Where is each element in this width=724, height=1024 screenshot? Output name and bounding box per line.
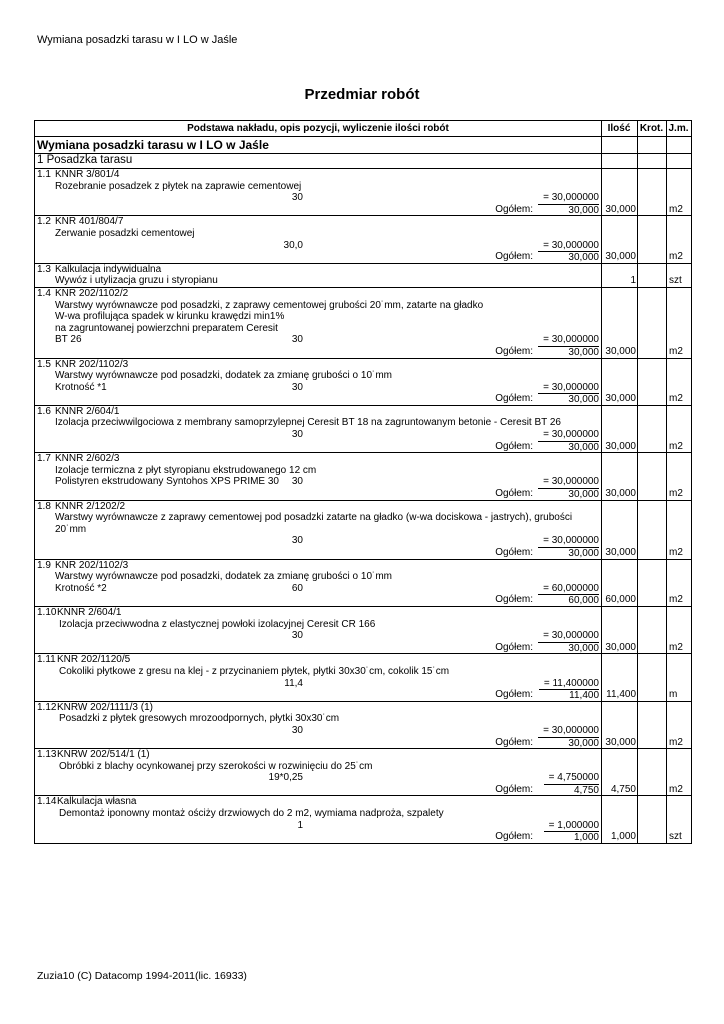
item-calc-line (35, 429, 691, 441)
item-total: 60,000 (538, 594, 599, 607)
item-calc-result: = 4,750000 (548, 772, 599, 784)
column-header-unit: J.m. (668, 123, 689, 134)
item-code: KNNR 2/604/1 (57, 606, 122, 618)
item-description-line (35, 370, 691, 382)
total-label: Ogółem: (495, 203, 533, 215)
total-label: Ogółem: (495, 641, 533, 653)
item-description: Zerwanie posadzki cementowej (55, 227, 195, 239)
item-description: Izolacja przeciwwodna z elastycznej powłoki izolacyjnej Ceresit CR 166 (59, 618, 376, 630)
item-description: Izolacja przeciwwilgociowa z membrany samoprzylepnej Ceresit BT 18 na zagruntowanym betonie - Ceresit BT 26 (55, 417, 561, 429)
item-unit: m2 (669, 547, 683, 558)
item-header-line (35, 749, 691, 761)
item-expression: 11,4 (284, 677, 303, 689)
item-code: Kalkulacja indywidualna (55, 263, 162, 275)
item-quantity: 30,000 (605, 641, 636, 653)
item-description: 20˙mm (55, 523, 87, 535)
item-number: 1.9 (37, 559, 51, 571)
item-calc-result: = 30,000000 (543, 334, 599, 346)
item-expression: 30 (291, 429, 303, 441)
item-code: KNNR 2/1202/2 (55, 500, 126, 512)
item-code: KNRW 202/514/1 (1) (57, 749, 150, 761)
table-row (35, 264, 691, 288)
item-code: Kalkulacja własna (57, 796, 137, 808)
project-title: Wymiana posadzki tarasu w I LO w Jaśle (37, 138, 269, 152)
item-quantity: 60,000 (605, 594, 636, 606)
item-description: Warstwy wyrównawcze z zaprawy cementowej pod posadzki zatarte na gładko (w-wa dociskowa - jastrych), grubości (55, 512, 573, 524)
item-calc-result: = 30,000000 (543, 239, 599, 251)
item-code: KNNR 3/801/4 (55, 169, 120, 180)
item-number: 1.7 (37, 453, 51, 465)
item-header-line (35, 501, 691, 513)
item-header-line (35, 453, 691, 465)
item-code: KNNR 2/604/1 (55, 405, 120, 417)
total-label: Ogółem: (495, 345, 533, 357)
document-title: Przedmiar robót (304, 86, 420, 103)
item-total-line (35, 547, 691, 559)
table-row (35, 749, 691, 796)
item-code: KNR 202/1102/3 (55, 358, 129, 370)
item-header-line (35, 169, 691, 181)
item-total-line (35, 831, 691, 843)
table-row (35, 560, 691, 607)
item-header-line (35, 288, 691, 300)
item-total-line (35, 441, 691, 453)
item-number: 1.14 (37, 796, 57, 808)
item-calc-result: = 60,000000 (543, 582, 599, 594)
item-description: Warstwy wyrównawcze pod posadzki, z zaprawy cementowej grubości 20˙mm, zatarte na gładko (55, 299, 484, 311)
table-row (35, 359, 691, 406)
item-expression: 19*0,25 (268, 772, 303, 784)
total-label: Ogółem: (495, 831, 533, 843)
item-description: Warstwy wyrównawcze pod posadzki, dodatek za zmianę grubości o 10˙mm (55, 571, 392, 583)
item-description-line (35, 311, 691, 323)
item-description: Izolacje termiczna z płyt styropianu ekstrudowanego 12 cm (55, 464, 317, 476)
item-calc-prefix: Krotność *1 (55, 381, 107, 393)
table-row (35, 453, 691, 500)
item-total: 30,000 (538, 393, 599, 406)
item-header-line (35, 216, 691, 228)
item-expression: 30,0 (283, 239, 303, 251)
item-description-line (35, 323, 691, 335)
item-quantity: 11,400 (606, 689, 636, 701)
item-description-line (35, 619, 691, 631)
item-total-line (35, 204, 691, 216)
item-header-line (35, 702, 691, 714)
item-unit: m2 (669, 251, 683, 263)
total-label: Ogółem: (495, 736, 533, 748)
item-quantity: 30,000 (605, 488, 636, 500)
table-row (35, 796, 691, 842)
item-quantity: 30,000 (605, 345, 636, 357)
item-calc-result: = 30,000000 (543, 429, 599, 441)
table-row (35, 501, 691, 560)
item-quantity: 30,000 (605, 547, 636, 558)
item-total: 4,750 (544, 784, 599, 797)
item-header-line (35, 654, 691, 666)
item-calc-prefix: Polistyren ekstrudowany Syntohos XPS PRIME 30 (55, 476, 279, 488)
item-expression: 60 (291, 582, 303, 594)
item-total: 30,000 (538, 441, 599, 454)
item-number: 1.3 (37, 263, 51, 275)
total-label: Ogółem: (495, 393, 533, 405)
item-description-line (35, 761, 691, 773)
item-unit: m2 (669, 440, 683, 452)
item-number: 1.6 (37, 405, 51, 417)
item-calc-result: = 30,000000 (543, 630, 599, 642)
item-description: Posadzki z płytek gresowych mrozoodpornych, płytki 30x30˙cm (59, 713, 340, 725)
item-quantity: 1 (630, 275, 636, 287)
item-unit: m2 (669, 783, 683, 795)
item-unit: m2 (669, 203, 683, 215)
item-quantity: 30,000 (605, 736, 636, 748)
item-header-line (35, 607, 691, 619)
item-calc-line (35, 583, 691, 595)
item-calc-line (35, 382, 691, 394)
item-number: 1.5 (37, 358, 51, 370)
item-number: 1.2 (37, 216, 51, 228)
item-total: 30,000 (538, 737, 599, 750)
item-total: 30,000 (538, 642, 599, 655)
item-calc-result: = 30,000000 (543, 381, 599, 393)
item-total-line (35, 251, 691, 263)
item-description-line (35, 465, 691, 477)
item-description-line (35, 713, 691, 725)
item-header-line (35, 796, 691, 808)
item-description: Obróbki z blachy ocynkowanej przy szerokości w rozwinięciu do 25˙cm (59, 760, 373, 772)
item-total: 11,400 (539, 689, 599, 702)
item-total: 30,000 (538, 547, 599, 560)
item-quantity: 4,750 (610, 783, 636, 795)
item-description: Cokoliki płytkowe z gresu na klej - z przycinaniem płytek, płytki 30x30˙cm, cokolik 15˙cm (59, 665, 450, 677)
item-expression: 30 (291, 381, 303, 393)
item-unit: szt (669, 831, 682, 843)
item-unit: m2 (669, 736, 683, 748)
item-expression: 1 (297, 819, 303, 831)
item-total-line (35, 393, 691, 405)
item-calc-result: = 30,000000 (543, 476, 599, 488)
item-number: 1.12 (37, 701, 57, 713)
total-label: Ogółem: (495, 783, 533, 795)
item-unit: m (669, 689, 678, 701)
cost-table (34, 120, 692, 844)
item-header-line (35, 560, 691, 572)
item-description: Rozebranie posadzek z płytek na zaprawie cementowej (55, 180, 302, 192)
table-row (35, 288, 691, 359)
total-label: Ogółem: (495, 689, 533, 701)
item-calc-line (35, 630, 691, 642)
item-total-line (35, 784, 691, 796)
column-header-krot: Krot. (639, 123, 664, 134)
total-label: Ogółem: (495, 488, 533, 500)
item-number: 1.13 (37, 749, 57, 761)
item-calc-prefix: Krotność *2 (55, 582, 107, 594)
item-expression: 30 (291, 535, 303, 547)
item-calc-line (35, 678, 691, 690)
item-calc-line (35, 240, 691, 252)
item-quantity: 30,000 (605, 440, 636, 452)
total-label: Ogółem: (495, 547, 533, 558)
item-calc-line (35, 535, 691, 547)
item-description: Demontaż iponowny montaż ościży drzwiowych do 2 m2, wymiama nadproża, szpalety (59, 808, 444, 820)
item-unit: szt (669, 275, 682, 287)
item-description-line (35, 571, 691, 583)
item-number: 1.1 (37, 169, 51, 180)
footer: Zuzia10 (C) Datacomp 1994-2011(lic. 16933) (37, 970, 247, 982)
item-total-line (35, 737, 691, 749)
item-number: 1.10 (37, 606, 57, 618)
item-unit: m2 (669, 641, 683, 653)
item-header-line (35, 359, 691, 371)
item-total: 30,000 (538, 251, 599, 264)
table-header-row (35, 121, 691, 137)
item-expression: 30 (291, 630, 303, 642)
item-total: 30,000 (538, 488, 599, 501)
item-description-line (35, 228, 691, 240)
item-expression: 30 (291, 476, 303, 488)
item-description-line (35, 666, 691, 678)
item-calc-result: = 30,000000 (543, 535, 599, 547)
item-expression: 30 (291, 724, 303, 736)
item-calc-result: = 11,400000 (543, 677, 599, 689)
section-row (35, 154, 691, 169)
item-description-line (35, 808, 691, 820)
item-calc-result: = 1,000000 (548, 819, 599, 831)
total-label: Ogółem: (495, 440, 533, 452)
item-quantity: 30,000 (605, 203, 636, 215)
item-header-line (35, 406, 691, 418)
item-code: KNR 401/804/7 (55, 216, 124, 228)
item-description-line (35, 181, 691, 193)
item-calc-line (35, 772, 691, 784)
project-row (35, 137, 691, 154)
section-title: 1 Posadzka tarasu (37, 154, 133, 166)
header-title: Wymiana posadzki tarasu w I LO w Jaśle (37, 34, 238, 46)
item-unit: m2 (669, 345, 683, 357)
item-number: 1.8 (37, 500, 51, 512)
item-description: na zagruntowanej powierzchni preparatem Ceresit (55, 322, 278, 334)
item-unit: m2 (669, 594, 683, 606)
item-calc-line (35, 192, 691, 204)
item-calc-line (35, 725, 691, 737)
item-expression: 30 (291, 192, 303, 204)
item-calc-result: = 30,000000 (543, 724, 599, 736)
item-total-line (35, 594, 691, 606)
total-label: Ogółem: (495, 251, 533, 263)
table-row (35, 216, 691, 263)
item-code: KNRW 202/1111/3 (1) (57, 701, 153, 713)
item-total: 30,000 (538, 346, 599, 359)
item-description: W-wa profilująca spadek w kirunku krawędzi min1% (55, 311, 285, 323)
item-description-line (35, 512, 691, 524)
table-row (35, 654, 691, 701)
item-calc-line (35, 334, 691, 346)
table-row (35, 702, 691, 749)
item-number: 1.11 (37, 654, 56, 666)
item-description-line (35, 417, 691, 429)
item-total: 1,000 (544, 831, 599, 844)
item-expression: 30 (291, 334, 303, 346)
table-row (35, 406, 691, 453)
item-code: KNNR 2/602/3 (55, 453, 120, 465)
item-calc-line (35, 476, 691, 488)
item-quantity: 1,000 (610, 831, 636, 843)
item-unit: m2 (669, 488, 683, 500)
item-total-line (35, 642, 691, 654)
total-label: Ogółem: (495, 594, 533, 606)
item-quantity: 30,000 (605, 393, 636, 405)
item-calc-prefix: BT 26 (55, 334, 82, 346)
item-header-line (35, 264, 691, 276)
item-total: 30,000 (538, 204, 599, 217)
item-total-line (35, 689, 691, 701)
item-unit: m2 (669, 393, 683, 405)
item-total-line (35, 346, 691, 358)
item-code: KNR 202/1102/3 (55, 559, 129, 571)
table-row (35, 169, 691, 216)
item-number: 1.4 (37, 287, 51, 299)
column-header-basis: Podstawa nakładu, opis pozycji, wyliczenie ilości robót (187, 123, 449, 134)
item-description: Wywóz i utylizacja gruzu i styropianu (55, 275, 218, 287)
item-calc-result: = 30,000000 (543, 192, 599, 204)
item-description-line (35, 275, 691, 287)
item-code: KNR 202/1120/5 (57, 654, 131, 666)
column-header-quantity: Ilość (607, 123, 631, 134)
item-code: KNR 202/1102/2 (55, 287, 129, 299)
item-description: Warstwy wyrównawcze pod posadzki, dodatek za zmianę grubości o 10˙mm (55, 370, 392, 382)
item-description-line (35, 300, 691, 312)
item-description-line (35, 524, 691, 536)
table-row (35, 607, 691, 654)
item-total-line (35, 488, 691, 500)
item-calc-line (35, 820, 691, 832)
item-quantity: 30,000 (605, 251, 636, 263)
